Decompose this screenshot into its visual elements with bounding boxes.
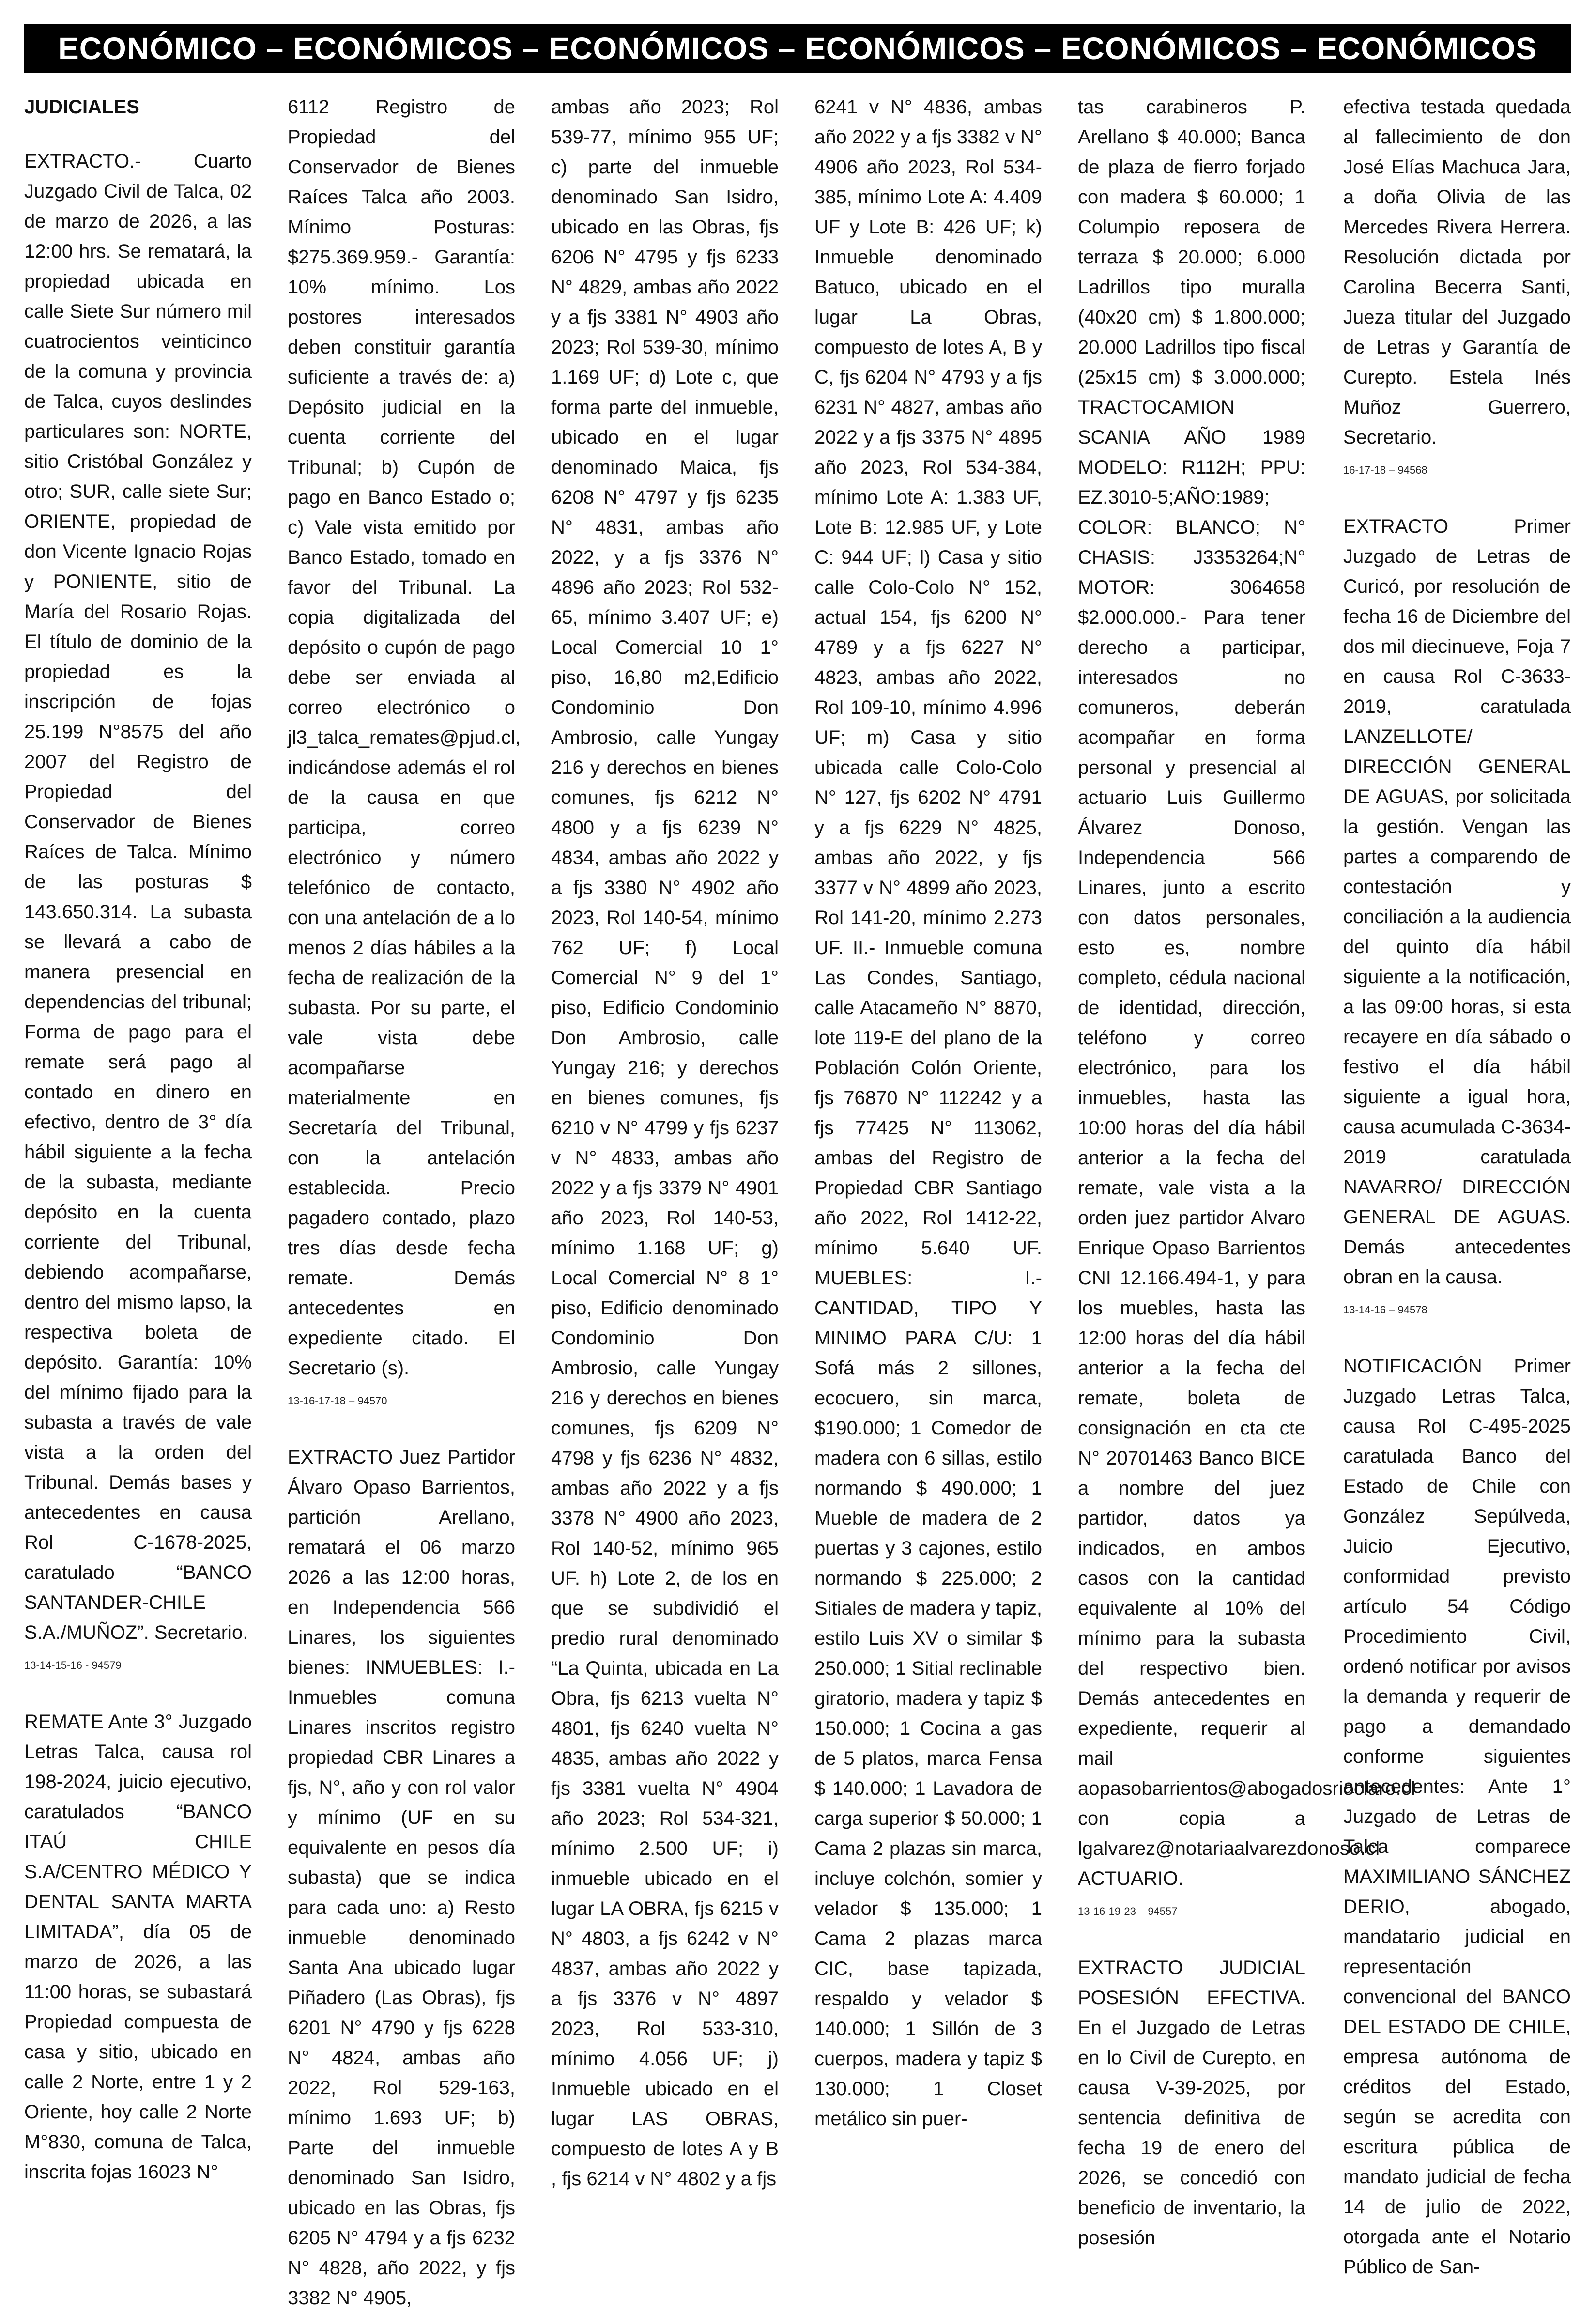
column-4	[814, 92, 1042, 2129]
notice-text: EXTRACTO Juez Partidor Álvaro Opaso Barrientos, partición Arellano, rematará el 06 marzo 2026 a las 12:00 horas, en Independencia 566 Linares, los siguientes bienes: INMUEBLES: I.- Inmuebles comuna Linares inscritos registro propiedad CBR Linares a fjs, N°, año y con rol valor y mínimo (UF en su equivalente en pesos día subasta) que se indica para cada uno: a) Resto inmueble denominado Santa Ana ubicado lugar Piñadero (Las Obras), fjs 6201 N° 4790 y fjs 6228 N° 4824, ambas año 2022, Rol 529-163, mínimo 1.693 UF; b) Parte del inmueble denominado San Isidro, ubicado en las Obras, fjs 6205 N° 4794 y a fjs 6232 N° 4828, año 2022, y fjs 3382 N° 4905,	[288, 1447, 515, 2309]
notice-text: ambas año 2023; Rol 539-77, mínimo 955 UF; c) parte del inmueble denominado San Isidro, ubicado en las Obras, fjs 6206 N° 4795 y fjs 6233 N° 4829, ambas año 2022 y a fjs 3381 N° 4903 año 2023; Rol 539-30, mínimo 1.169 UF; d) Lote c, que forma parte del inmueble, ubicado en el lugar denominado Maica, fjs 6208 N° 4797 y fjs 6235 N° 4831, ambas año 2022, y a fjs 3376 N° 4896 año 2023; Rol 532-65, mínimo 3.407 UF; e) Local Comercial 10 1° piso, 16,80 m2,Edificio Condominio Don Ambrosio, calle Yungay 216 y derechos en bienes comunes, fjs 6212 N° 4800 y a fjs 6239 N° 4834, ambas año 2022 y a fjs 3380 N° 4902 año 2023, Rol 140-54, mínimo 762 UF; f) Local Comercial N° 9 del 1° piso, Edificio Condominio Don Ambrosio, calle Yungay 216; y derechos en bienes comunes, fjs 6210 v N° 4799 y fjs 6237 v N° 4833, ambas año 2022 y a fjs 3379 N° 4901 año 2023, Rol 140-53, mínimo 1.168 UF; g) Local Comercial N° 8 1° piso, Edificio denominado Condominio Don Ambrosio, calle Yungay 216 y derechos en bienes comunes, fjs 6209 N° 4798 y fjs 6236 N° 4832, ambas año 2022 y a fjs 3378 N° 4900 año 2023, Rol 140-52, mínimo 965 UF. h) Lote 2, de los en que se subdividió el predio rural denominado “La Quinta, ubicada en La Obra, fjs 6213 vuelta N° 4801, fjs 6240 vuelta N° 4835, ambas año 2022 y fjs 3381 vuelta N° 4904 año 2023; Rol 534-321, mínimo 2.500 UF; i) inmueble ubicado en el lugar LA OBRA, fjs 6215 v N° 4803, a fjs 6242 v N° 4837, ambas año 2022 y a fjs 3376 v N° 4897 2023, Rol 533-310, mínimo 4.056 UF; j) Inmueble ubicado en el lugar LAS OBRAS, compuesto de lotes A y B , fjs 6214 v N° 4802 y a fjs	[551, 96, 779, 2190]
notice-text: 6241 v N° 4836, ambas año 2022 y a fjs 3382 v N° 4906 año 2023, Rol 534-385, mínimo Lote A: 4.409 UF y Lote B: 426 UF; k) Inmueble denominado Batuco, ubicado en el lugar La Obras, compuesto de lotes A, B y C, fjs 6204 N° 4793 y a fjs 6231 N° 4827, ambas año 2022 y a fjs 3375 N° 4895 año 2023, Rol 534-384, mínimo Lote A: 1.383 UF, Lote B: 12.985 UF, y Lote C: 944 UF; l) Casa y sitio calle Colo-Colo N° 152, actual 154, fjs 6200 N° 4789 y a fjs 6227 N° 4823, ambas año 2022, Rol 109-10, mínimo 4.996 UF; m) Casa y sitio ubicada calle Colo-Colo N° 127, fjs 6202 N° 4791 y a fjs 6229 N° 4825, ambas año 2022, y fjs 3377 v N° 4899 año 2023, Rol 141-20, mínimo 2.273 UF. II.- Inmueble comuna Las Condes, Santiago, calle Atacameño N° 8870, lote 119-E del plano de la Población Colón Oriente, fjs 76870 N° 112242 y a fjs 77425 N° 113062, ambas del Registro de Propiedad CBR Santiago año 2022, Rol 1412-22, mínimo 5.640 UF. MUEBLES: I.- CANTIDAD, TIPO Y MINIMO PARA C/U: 1 Sofá más 2 sillones, ecocuero, sin marca, $190.000; 1 Comedor de madera con 6 sillas, estilo normando $ 490.000; 1 Mueble de madera de 2 puertas y 3 cajones, estilo normando $ 225.000; 2 Sitiales de madera y tapiz, estilo Luis XV o similar $ 250.000; 1 Sitial reclinable giratorio, madera y tapiz $ 150.000; 1 Cocina a gas de 5 platos, marca Fensa $ 140.000; 1 Lavadora de carga superior $ 50.000; 1 Cama 2 plazas sin marca, incluye colchón, somier y velador $ 135.000; 1 Cama 2 plazas marca CIC, base tapizada, respaldo y velador $ 140.000; 1 Sillón de 3 cuerpos, madera y tapiz $ 130.000; 1 Closet metálico sin puer-	[814, 96, 1042, 2129]
notices-columns	[24, 92, 1571, 2309]
section-header-title: ECONÓMICO – ECONÓMICOS – ECONÓMICOS – ECONÓMICOS – ECONÓMICOS – ECONÓMICOS	[58, 31, 1537, 66]
section-header-bar	[24, 24, 1571, 73]
column-3	[551, 92, 779, 2190]
column-6	[1343, 92, 1571, 2278]
notice-reference-code: 13-14-15-16 - 94579	[24, 1659, 122, 1671]
column-1	[24, 92, 252, 2183]
notice-text: 6112 Registro de Propiedad del Conservador de Bienes Raíces Talca año 2003. Mínimo Posturas: $275.369.959.- Garantía: 10% mínimo. Los postores interesados deben constituir garantía suficiente a través de: a) Depósito judicial en la cuenta corriente del Tribunal; b) Cupón de pago en Banco Estado o; c) Vale vista emitido por Banco Estado, tomado en favor del Tribunal. La copia digitalizada del depósito o cupón de pago debe ser enviada al correo electrónico o jl3_talca_remates@pjud.cl, indicándose además el rol de la causa en que participa, correo electrónico y número telefónico de contacto, con una antelación de a lo menos 2 días hábiles a la fecha de realización de la subasta. Por su parte, el vale vista debe acompañarse materialmente en Secretaría del Tribunal, con la antelación establecida. Precio pagadero contado, plazo tres días desde fecha remate. Demás antecedentes en expediente citado. El Secretario (s).	[288, 96, 521, 1379]
notice-text: NOTIFICACIÓN Primer Juzgado Letras Talca, causa Rol C-495-2025 caratulada Banco del Estado de Chile con González Sepúlveda, Juicio Ejecutivo, conformidad previsto artículo 54 Código Procedimiento Civil, ordenó notificar por avisos la demanda y requerir de pago a demandado conforme siguientes antecedentes: Ante 1° Juzgado de Letras de Talca comparece MAXIMILIANO SÁNCHEZ DERIO, abogado, mandatario judicial en representación convencional del BANCO DEL ESTADO DE CHILE, empresa autónoma de créditos del Estado, según se acredita con escritura pública de mandato judicial de fecha 14 de julio de 2022, otorgada ante el Notario Público de San-	[1343, 1356, 1571, 2278]
notice-reference-code: 13-16-17-18 – 94570	[288, 1395, 387, 1407]
notice-reference-code: 13-16-19-23 – 94557	[1078, 1905, 1178, 1917]
notice-text: tas carabineros P. Arellano $ 40.000; Banca de plaza de fierro forjado con madera $ 60.000; 1 Columpio reposera de terraza $ 20.000; 6.000 Ladrillos tipo muralla (40x20 cm) $ 1.800.000; 20.000 Ladrillos tipo fiscal (25x15 cm) $ 3.000.000; TRACTOCAMION SCANIA AÑO 1989 MODELO: R112H; PPU: EZ.3010-5;AÑO:1989; COLOR: BLANCO; N° CHASIS: J3353264;N° MOTOR: 3064658 $2.000.000.- Para tener derecho a participar, interesados no comuneros, deberán acompañar en forma personal y presencial al actuario Luis Guillermo Álvarez Donoso, Independencia 566 Linares, junto a escrito con datos personales, esto es, nombre completo, cédula nacional de identidad, dirección, teléfono y correo electrónico, para los inmuebles, hasta las 10:00 horas del día hábil anterior a la fecha del remate, vale vista a la orden juez partidor Alvaro Enrique Opaso Barrientos CNI 12.166.494-1, y para los muebles, hasta las 12:00 horas del día hábil anterior a la fecha del remate, boleta de consignación en cta cte N° 20701463 Banco BICE a nombre del juez partidor, datos ya indicados, en ambos casos con la cantidad equivalente al 10% del mínimo para la subasta del respectivo bien. Demás antecedentes en expediente, requerir al mail aopasobarrientos@abogadosrioclaro.cl con copia a lgalvarez@notariaalvarezdonoso.cl ACTUARIO.	[1078, 96, 1415, 1889]
notice-text: EXTRACTO Primer Juzgado de Letras de Curicó, por resolución de fecha 16 de Diciembre del dos mil diecinueve, Foja 7 en causa Rol C-3633-2019, caratulada LANZELLOTE/ DIRECCIÓN GENERAL DE AGUAS, por solicitada la gestión. Vengan las partes a comparendo de contestación y conciliación a la audiencia del quinto día hábil siguiente a la notificación, a las 09:00 horas, si esta recayere en día sábado o festivo el día hábil siguiente a igual hora, causa acumulada C-3634-2019 caratulada NAVARRO/ DIRECCIÓN GENERAL DE AGUAS. Demás antecedentes obran en la causa.	[1343, 516, 1571, 1288]
notice-text: REMATE Ante 3° Juzgado Letras Talca, causa rol 198-2024, juicio ejecutivo, caratulados “BANCO ITAÚ CHILE S.A/CENTRO MÉDICO Y DENTAL SANTA MARTA LIMITADA”, día 05 de marzo de 2026, a las 11:00 horas, se subastará Propiedad compuesta de casa y sitio, ubicado en calle 2 Norte, entre 1 y 2 Oriente, hoy calle 2 Norte M°830, comuna de Talca, inscrita fojas 16023 N°	[24, 1711, 252, 2183]
notice-reference-code: 13-14-16 – 94578	[1343, 1304, 1427, 1316]
notice-reference-code: 16-17-18 – 94568	[1343, 464, 1427, 476]
section-label: JUDICIALES	[24, 96, 139, 118]
notice-text: EXTRACTO JUDICIAL POSESIÓN EFECTIVA. En el Juzgado de Letras en lo Civil de Curepto, en causa V-39-2025, por sentencia definitiva de fecha 19 de enero del 2026, se concedió con beneficio de inventario, la posesión	[1078, 1957, 1305, 2249]
notice-text: EXTRACTO.- Cuarto Juzgado Civil de Talca, 02 de marzo de 2026, a las 12:00 hrs. Se rematará, la propiedad ubicada en calle Siete Sur número mil cuatrocientos veinticinco de la comuna y provincia de Talca, cuyos deslindes particulares son: NORTE, sitio Cristóbal González y otro; SUR, calle siete Sur; ORIENTE, propiedad de don Vicente Ignacio Rojas y PONIENTE, sitio de María del Rosario Rojas. El título de dominio de la propiedad es la inscripción de fojas 25.199 N°8575 del año 2007 del Registro de Propiedad del Conservador de Bienes Raíces de Talca. Mínimo de las posturas $ 143.650.314. La subasta se llevará a cabo de manera presencial en dependencias del tribunal; Forma de pago para el remate será pago al contado en dinero en efectivo, dentro de 3° día hábil siguiente a la fecha de la subasta, mediante depósito en la cuenta corriente del Tribunal, debiendo acompañarse, dentro del mismo lapso, la respectiva boleta de depósito. Garantía: 10% del mínimo fijado para la subasta a través de vale vista a la orden del Tribunal. Demás bases y antecedentes en causa Rol C-1678-2025, caratulado “BANCO SANTANDER-CHILE S.A./MUÑOZ”. Secretario.	[24, 151, 252, 1643]
notice-text: efectiva testada quedada al fallecimiento de don José Elías Machuca Jara, a doña Olivia de las Mercedes Rivera Herrera. Resolución dictada por Carolina Becerra Santi, Jueza titular del Juzgado de Letras y Garantía de Curepto. Estela Inés Muñoz Guerrero, Secretario.	[1343, 96, 1571, 448]
column-2	[288, 92, 521, 2309]
